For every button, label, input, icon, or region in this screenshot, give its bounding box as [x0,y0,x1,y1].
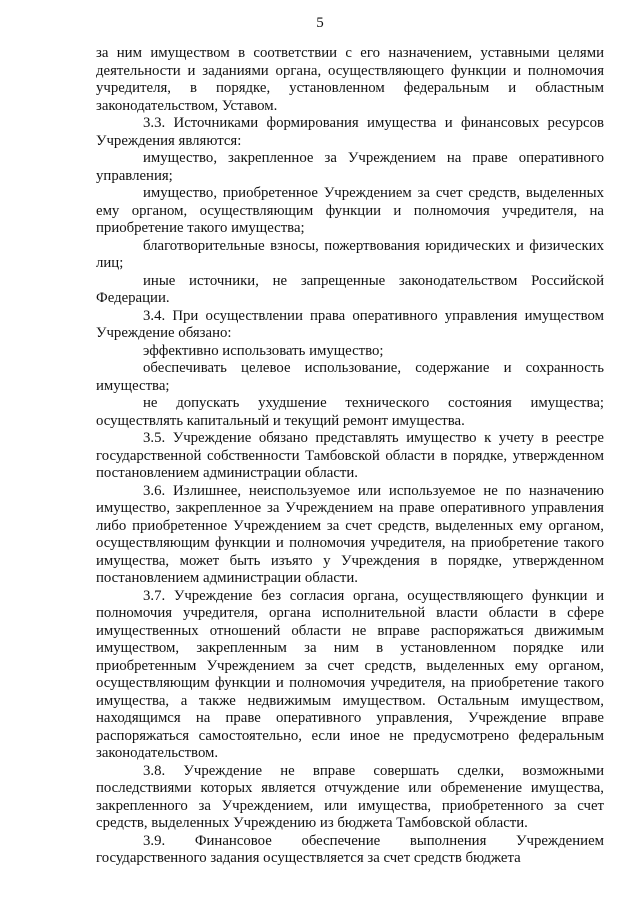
paragraph-3-7: 3.7. Учреждение без согласия органа, осуществляющего функции и полномочия учредителя, органа исполнительной власти области в сфере имущественных отношений области не вправе распоряжаться движимым имуществом, закрепленным за ним в установленном порядке или приобретенным Учреждением за счет средств, выделенных ему органом, осуществляющим функции и полномочия учредителя, на приобретение такого имущества, а также недвижимым имуществом. Остальным имуществом, находящимся на праве оперативного управления, Учреждение вправе распоряжаться самостоятельно, если иное не предусмотрено федеральным законодательством. [96,587,604,761]
list-item-other-sources: иные источники, не запрещенные законодательством Российской Федерации. [96,272,604,306]
list-item-use-effectively: эффективно использовать имущество; [143,342,384,359]
list-item-ensure-use: обеспечивать целевое использование, содержание и сохранность имущества; [96,360,604,394]
paragraph-3-8: 3.8. Учреждение не вправе совершать сделки, возможными последствиями которых является отчуждение или обременение имущества, закрепленного за Учреждением, или имущества, приобретенного за счет средств, выделенных Учреждению из бюджета Тамбовской области. [96,762,604,831]
list-item-property-assigned: имущество, закрепленное за Учреждением на праве оперативного управления; [96,150,604,184]
paragraph-3-6: 3.6. Излишнее, неиспользуемое или используемое не по назначению имущество, закрепленное за Учреждением на праве оперативного управления либо приобретенное Учреждением за счет средств, выделенных ему органом, осуществляющим функции и полномочия учредителя, на приобретение такого имущества, может быть изъято у Учреждения в порядке, утвержденном постановлением администрации области. [96,482,604,586]
list-item-prevent-deterioration: не допускать ухудшение технического состояния имущества; осуществлять капитальный и текущий ремонт имущества. [96,395,604,429]
paragraph-continuation: за ним имуществом в соответствии с его назначением, уставными целями деятельности и заданиями органа, осуществляющего функции и полномочия учредителя, в порядке, установленном федеральным и областным законодательством, Уставом. [96,45,604,114]
paragraph-3-9: 3.9. Финансовое обеспечение выполнения Учреждением государственного задания осуществляется за счет средств бюджета [96,832,604,866]
paragraph-3-3: 3.3. Источниками формирования имущества и финансовых ресурсов Учреждения являются: [96,115,604,149]
list-item-property-acquired: имущество, приобретенное Учреждением за счет средств, выделенных ему органом, осуществляющим функции и полномочия учредителя, на приобретение такого имущества; [96,185,604,236]
page-number: 5 [316,15,324,31]
paragraph-3-4: 3.4. При осуществлении права оперативного управления имуществом Учреждение обязано: [96,307,604,341]
paragraph-3-5: 3.5. Учреждение обязано представлять имущество к учету в реестре государственной собственности Тамбовской области в порядке, утвержденном постановлением администрации области. [96,430,604,481]
list-item-donations: благотворительные взносы, пожертвования юридических и физических лиц; [96,237,604,271]
document-body [96,45,604,868]
